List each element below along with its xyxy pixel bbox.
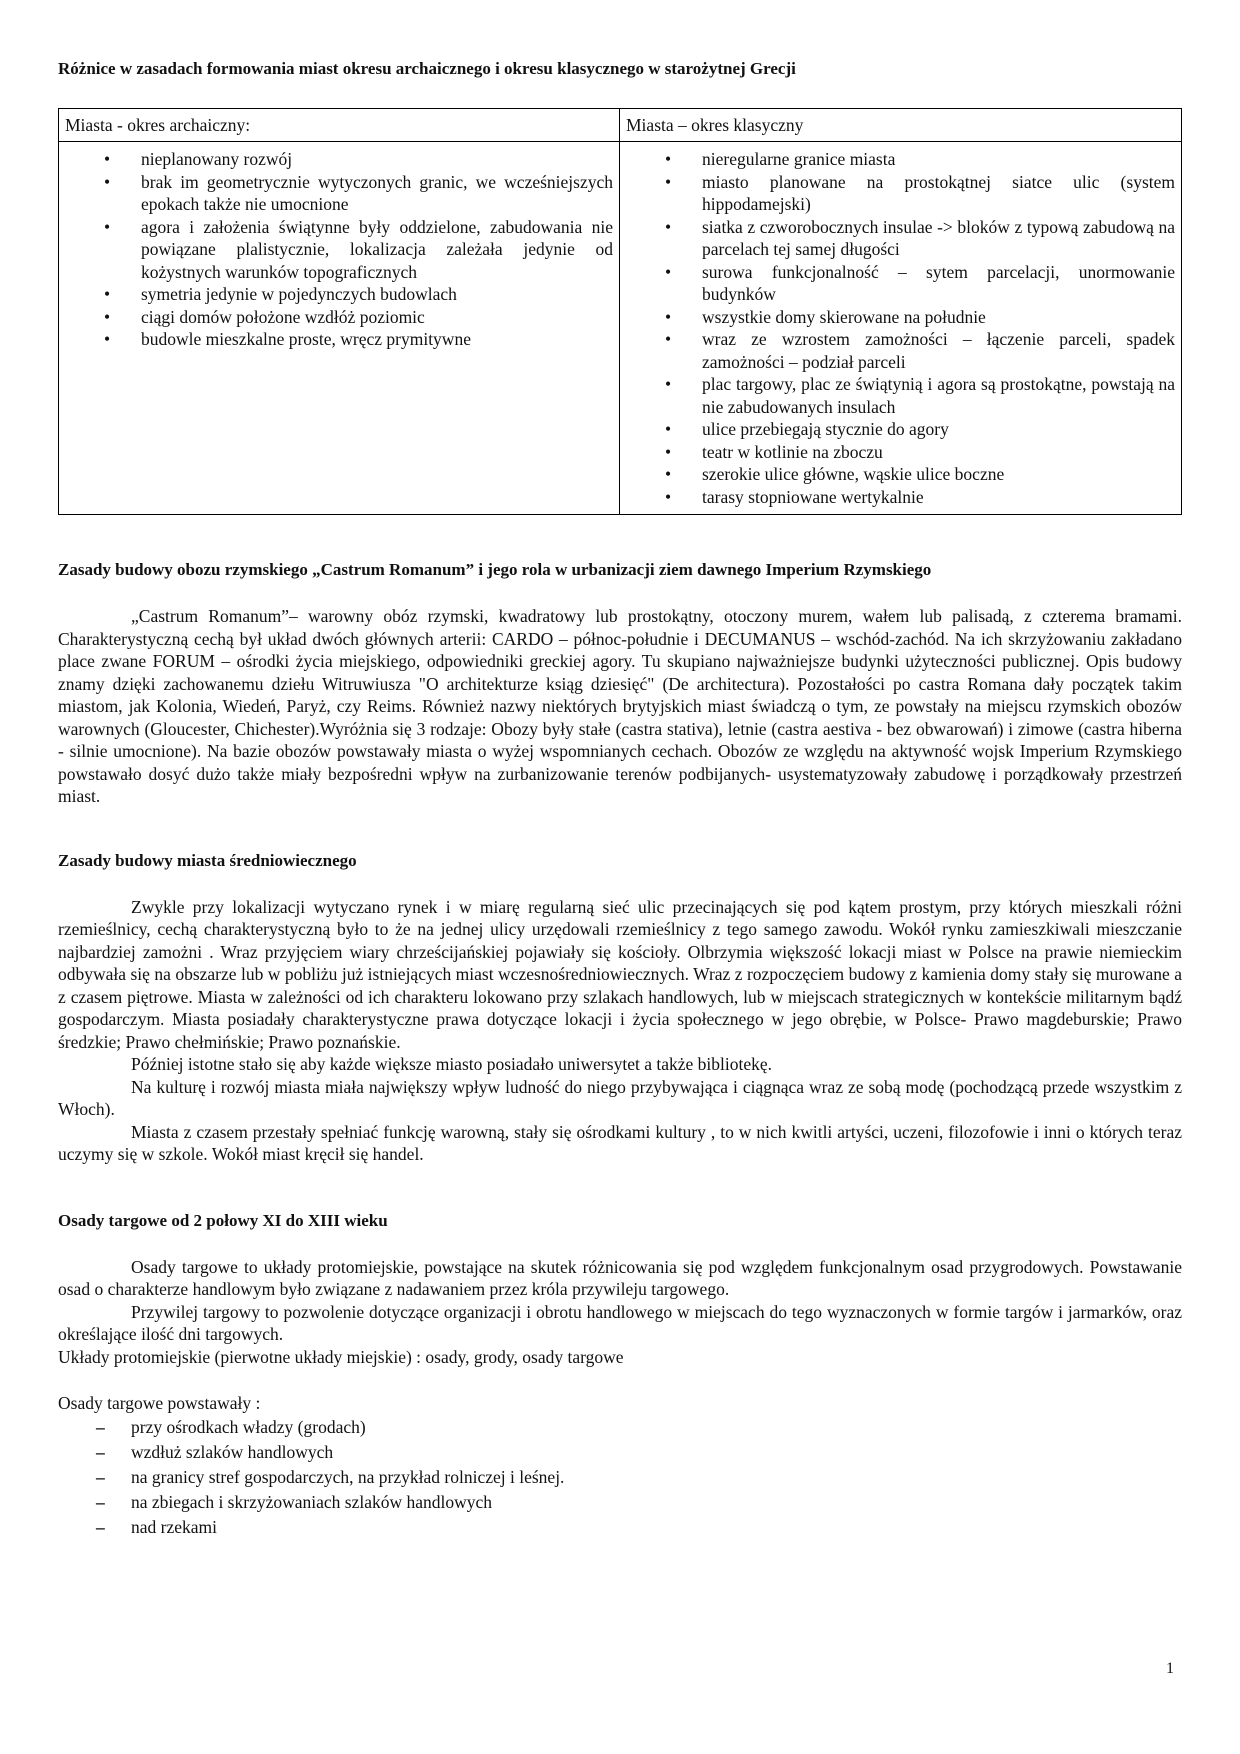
table-header-archaic: Miasta - okres archaiczny: — [59, 109, 620, 142]
list-item: – przy ośrodkach władzy (grodach) — [58, 1415, 1182, 1440]
archaic-list — [65, 148, 613, 351]
comparison-table — [58, 108, 1182, 515]
document-page — [58, 48, 1182, 1540]
list-item: • miasto planowane na prostokątnej siatce ulic (system hippodamejski) — [626, 171, 1175, 216]
market-paragraph-2: Przywilej targowy to pozwolenie dotyczące organizacji i obrotu handlowego w miejscach do tego wyznaczonych w formie targów i jarmarków, oraz określające ilość dni targowych. — [58, 1301, 1182, 1344]
list-item: • agora i założenia świątynne były oddzielone, zabudowania nie powiązane plalistycznie, lokalizacja zależała jedynie od kożystnych warunków topograficznych — [65, 216, 613, 284]
medieval-paragraph-1: Zwykle przy lokalizacji wytyczano rynek i w miarę regularną sieć ulic przecinających się pod kątem prostym, przy których mieszkali różni rzemieślnicy, cechą charakterystyczną było to że na jednej ulicy urzędowali rzemieślnicy z tego samego zawodu. Wokół rynku zamieszkiwali mieszczanie najbardziej zamożni . Wraz przyjęciem wiary chrześcijańskiej pojawiały się kościoły. Olbrzymia większość lokacji miast w Polsce na prawie niemieckim odbywała się na obszarze lub w pobliżu już istniejących miast wczesnośredniowiecznych. Wraz z rozpoczęciem budowy z kamienia domy stały się murowane a z czasem piętrowe. Miasta w zależności od ich charakteru lokowano przy szlakach handlowych, lub w miejscach strategicznych w kontekście militarnym bądź gospodarczym. Miasta posiadały charakterystyczne prawa dotyczące lokacji i życia społecznego w jego obrębie, w Polsce- Prawo magdeburskie; Prawo średzkie; Prawo chełmińskie; Prawo poznańskie. — [58, 896, 1182, 1052]
medieval-heading: Zasady budowy miasta średniowiecznego — [58, 850, 357, 870]
document-title: Różnice w zasadach formowania miast okresu archaicznego i okresu klasycznego w starożytnej Grecji — [58, 59, 796, 78]
castrum-heading: Zasady budowy obozu rzymskiego „Castrum Romanum” i jego rola w urbanizacji ziem dawnego Imperium Rzymskiego — [58, 560, 932, 579]
list-item: • wraz ze wzrostem zamożności – łączenie parceli, spadek zamożności – podział parceli — [626, 328, 1175, 373]
list-item: • nieplanowany rozwój — [65, 148, 613, 171]
classical-list — [626, 148, 1175, 508]
list-item: • surowa funkcjonalność – sytem parcelacji, unormowanie budynków — [626, 261, 1175, 306]
market-paragraph-1: Osady targowe to układy protomiejskie, powstające na skutek różnicowania się pod względem funkcjonalnym osad przygrodowych. Powstawanie osad o charakterze handlowym było związane z nadawaniem przez króla przywileju targowego. — [58, 1256, 1182, 1299]
page-number: 1 — [1166, 1660, 1174, 1677]
market-list — [58, 1415, 1182, 1540]
list-item: • ulice przebiegają stycznie do agory — [626, 418, 1175, 441]
castrum-paragraph: „Castrum Romanum”– warowny obóz rzymski, kwadratowy lub prostokątny, otoczony murem, wałem lub palisadą, z czterema bramami. Charakterystyczną cechą był układ dwóch głównych arterii: CARDO – północ-południe i DECUMANUS – wschód-zachód. Na ich skrzyżowaniu zakładano place zwane FORUM – ośrodki życia miejskiego, odpowiedniki greckiej agory. Tu skupiano najważniejsze budynki użyteczności publicznej. Opis budowy znamy dzięki zachowanemu dziełu Witruwiusza "O architekturze ksiąg dziesięć" (De architectura). Pozostałości po castra Romana dały początek takim miastom, jak Kolonia, Wiedeń, Paryż, czy Reims. Również nazwy niektórych brytyjskich miast świadczą o tym, ze powstały na miejscu rzymskich obozów warownych (Gloucester, Chichester).Wyróżnia się 3 rodzaje: Obozy były stałe (castra stativa), letnie (castra aestiva - bez obwarowań) i zimowe (castra hiberna - silnie umocnione). Na bazie obozów powstawały miasta o wyżej wspomnianych cechach. Obozów ze względu na aktywność wojsk Imperium Rzymskiego powstawało dosyć dużo także miały bezpośredni wpływ na zurbanizowanie terenów podbijanych- usystematyzowały zabudowę i porządkowały przestrzeń miast. — [58, 606, 1182, 806]
list-item: – na zbiegach i skrzyżowaniach szlaków handlowych — [58, 1490, 1182, 1515]
list-item: • siatka z czworobocznych insulae -> bloków z typową zabudową na parcelach tej samej długości — [626, 216, 1175, 261]
medieval-paragraph-4: Miasta z czasem przestały spełniać funkcję warowną, stały się ośrodkami kultury , to w nich kwitli artyści, uczeni, filozofowie i inni o których teraz uczymy się w szkole. Wokół miast kręcił się handel. — [58, 1121, 1182, 1164]
list-item: • wszystkie domy skierowane na południe — [626, 306, 1175, 329]
list-item: • symetria jedynie w pojedynczych budowlach — [65, 283, 613, 306]
market-settlements-heading: Osady targowe od 2 połowy XI do XIII wieku — [58, 1210, 388, 1230]
table-header-classical: Miasta – okres klasyczny — [620, 109, 1182, 142]
market-list-intro: Osady targowe powstawały : — [58, 1393, 261, 1413]
classical-column — [620, 142, 1182, 515]
list-item: • budowle mieszkalne proste, wręcz prymitywne — [65, 328, 613, 351]
list-item: • nieregularne granice miasta — [626, 148, 1175, 171]
list-item: • szerokie ulice główne, wąskie ulice boczne — [626, 463, 1175, 486]
list-item: • brak im geometrycznie wytyczonych granic, we wcześniejszych epokach także nie umocnione — [65, 171, 613, 216]
list-item: – nad rzekami — [58, 1515, 1182, 1540]
list-item: • tarasy stopniowane wertykalnie — [626, 486, 1175, 509]
list-item: – na granicy stref gospodarczych, na przykład rolniczej i leśnej. — [58, 1465, 1182, 1490]
list-item: • plac targowy, plac ze świątynią i agora są prostokątne, powstają na nie zabudowanych insulach — [626, 373, 1175, 418]
list-item: • ciągi domów położone wzdłóż poziomic — [65, 306, 613, 329]
list-item: – wzdłuż szlaków handlowych — [58, 1440, 1182, 1465]
market-paragraph-3: Układy protomiejskie (pierwotne układy miejskie) : osady, grody, osady targowe — [58, 1346, 624, 1367]
medieval-paragraph-3: Na kulturę i rozwój miasta miała największy wpływ ludność do niego przybywająca i ciągnąca wraz ze sobą modę (pochodzącą przede wszystkim z Włoch). — [58, 1076, 1182, 1119]
medieval-paragraph-2: Później istotne stało się aby każde większe miasto posiadało uniwersytet a także bibliotekę. — [131, 1054, 772, 1074]
archaic-column — [59, 142, 620, 515]
list-item: • teatr w kotlinie na zboczu — [626, 441, 1175, 464]
